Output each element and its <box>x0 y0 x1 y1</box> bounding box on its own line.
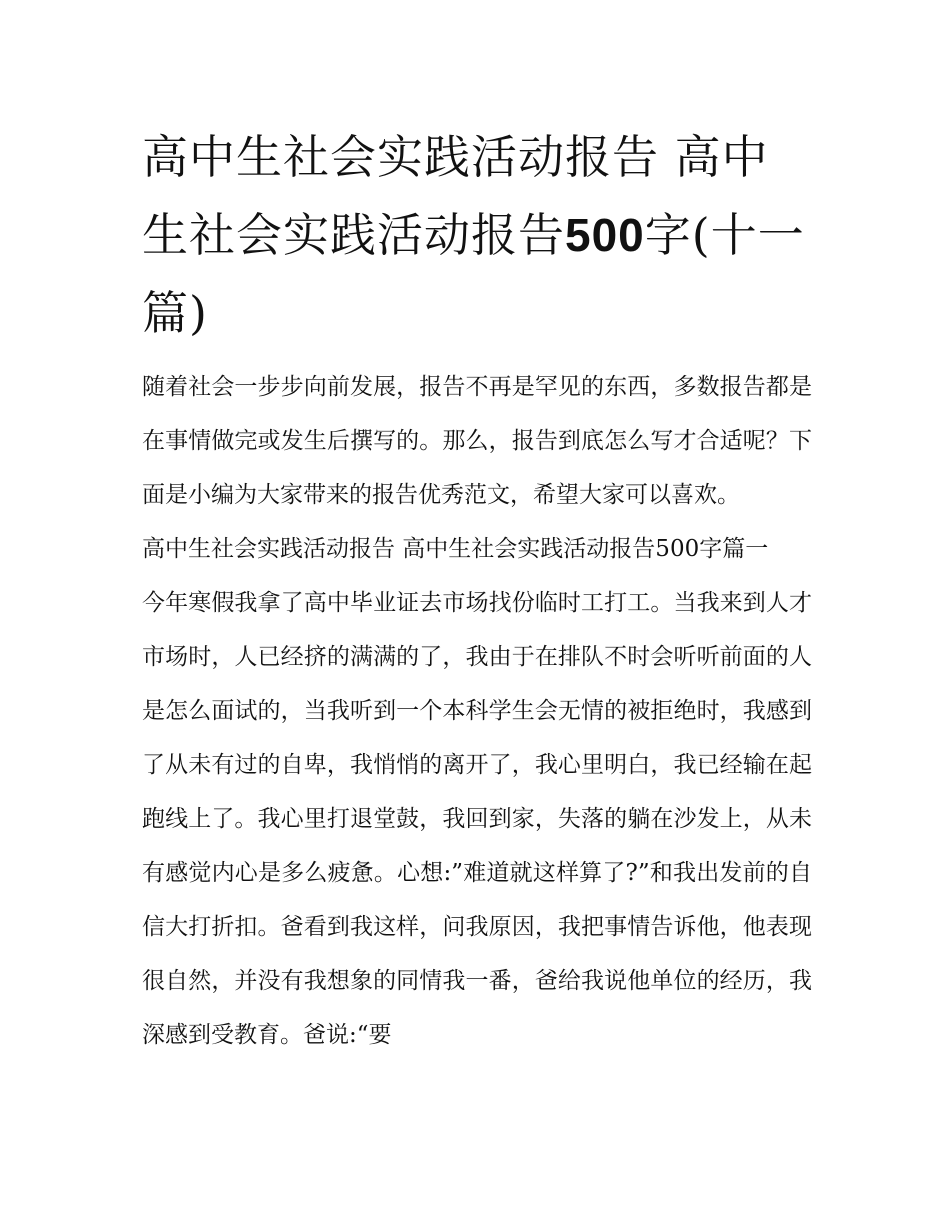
document-title <box>142 118 812 352</box>
title-number: 500 <box>565 209 645 261</box>
document-content <box>142 118 812 1062</box>
title-text-part2: 字(十一篇) <box>142 208 805 340</box>
section-heading: 高中生社会实践活动报告 高中生社会实践活动报告500字篇一 <box>142 536 769 562</box>
title-text-part1: 高中生社会实践活动报告 高中生社会实践活动报告 <box>142 130 769 262</box>
body-paragraph: 今年寒假我拿了高中毕业证去市场找份临时工打工。当我来到人才市场时，人已经挤的满满的了，我由于在排队不时会听听前面的人是怎么面试的，当我听到一个本科学生会无情的被拒绝时，我感到了从未有过的自卑，我悄悄的离开了，我心里明白，我已经输在起跑线上了。我心里打退堂鼓，我回到家，失落的躺在沙发上，从未有感觉内心是多么疲惫。心想:”难道就这样算了?”和我出发前的自信大打折扣。爸看到我这样，问我原因，我把事情告诉他，他表现很自然，并没有我想象的同情我一番，爸给我说他单位的经历，我深感到受教育。爸说:“要 <box>142 590 812 1048</box>
intro-paragraph: 随着社会一步步向前发展，报告不再是罕见的东西，多数报告都是在事情做完或发生后撰写的。那么，报告到底怎么写才合适呢？下面是小编为大家带来的报告优秀范文，希望大家可以喜欢。 <box>142 374 812 508</box>
